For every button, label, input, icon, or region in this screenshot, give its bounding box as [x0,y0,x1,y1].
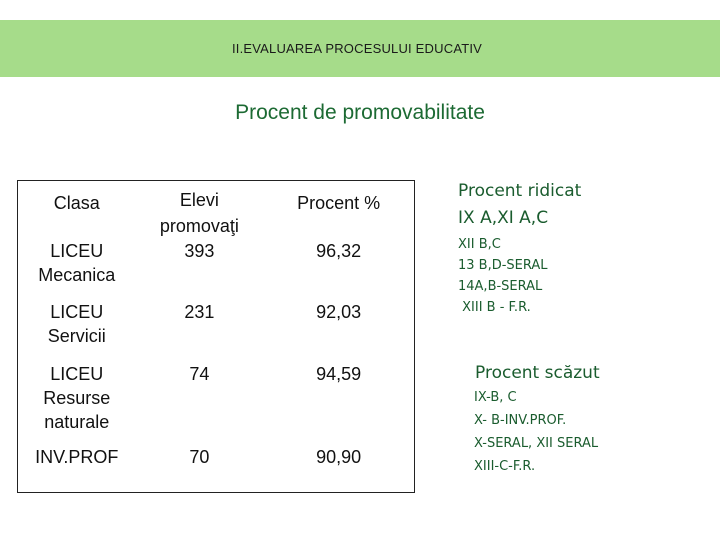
row-elevi: 74 [189,364,210,384]
row-elevi: 393 [184,241,215,261]
table-row [18,239,415,300]
clasa-line: Resurse [43,388,111,408]
page-subtitle: Procent de promovabilitate [235,101,485,124]
list-item: XII B,C [458,237,501,252]
list-item: X-SERAL, XII SERAL [474,436,599,451]
list-item: X- B-INV.PROF. [474,413,567,428]
low-list [474,386,598,478]
low-title: Procent scăzut [475,363,600,383]
row-clasa [18,300,136,362]
clasa-line: Mecanica [38,265,116,285]
section-title: II.EVALUAREA PROCESULUI EDUCATIV [231,41,483,56]
table-row [18,300,415,362]
row-procent: 94,59 [316,364,362,384]
table-row [18,362,415,445]
row-elevi: 70 [189,447,210,467]
table-header-row [18,181,415,240]
high-title [458,178,581,232]
header-elevi [136,181,264,240]
row-clasa [18,362,136,445]
list-item: XIII B - F.R. [458,300,531,315]
row-procent: 90,90 [316,447,362,467]
clasa-line: naturale [44,412,110,432]
clasa-line: INV.PROF [35,447,119,467]
row-clasa [18,445,136,492]
clasa-line: LICEU [50,302,104,322]
header-procent: Procent % [297,193,381,213]
list-item: 13 B,D-SERAL [458,258,548,273]
row-elevi: 231 [184,302,215,322]
promotion-table [17,180,415,493]
header-elevi-text: Elevi promovaţi [159,190,239,236]
high-title-line: IX A,XI A,C [458,208,549,228]
row-procent: 92,03 [316,302,362,322]
high-title-line: Procent ridicat [458,181,582,201]
clasa-line: Servicii [47,326,106,346]
clasa-line: LICEU [50,364,104,384]
list-item: IX-B, C [474,390,517,405]
list-item: XIII-C-F.R. [474,459,536,474]
header-clasa: Clasa [53,193,100,213]
row-procent: 96,32 [316,241,362,261]
high-list [458,234,548,318]
list-item: 14A,B-SERAL [458,279,543,294]
table-row [18,445,415,492]
header-banner [0,20,720,77]
row-clasa [18,239,136,300]
clasa-line: LICEU [50,241,104,261]
